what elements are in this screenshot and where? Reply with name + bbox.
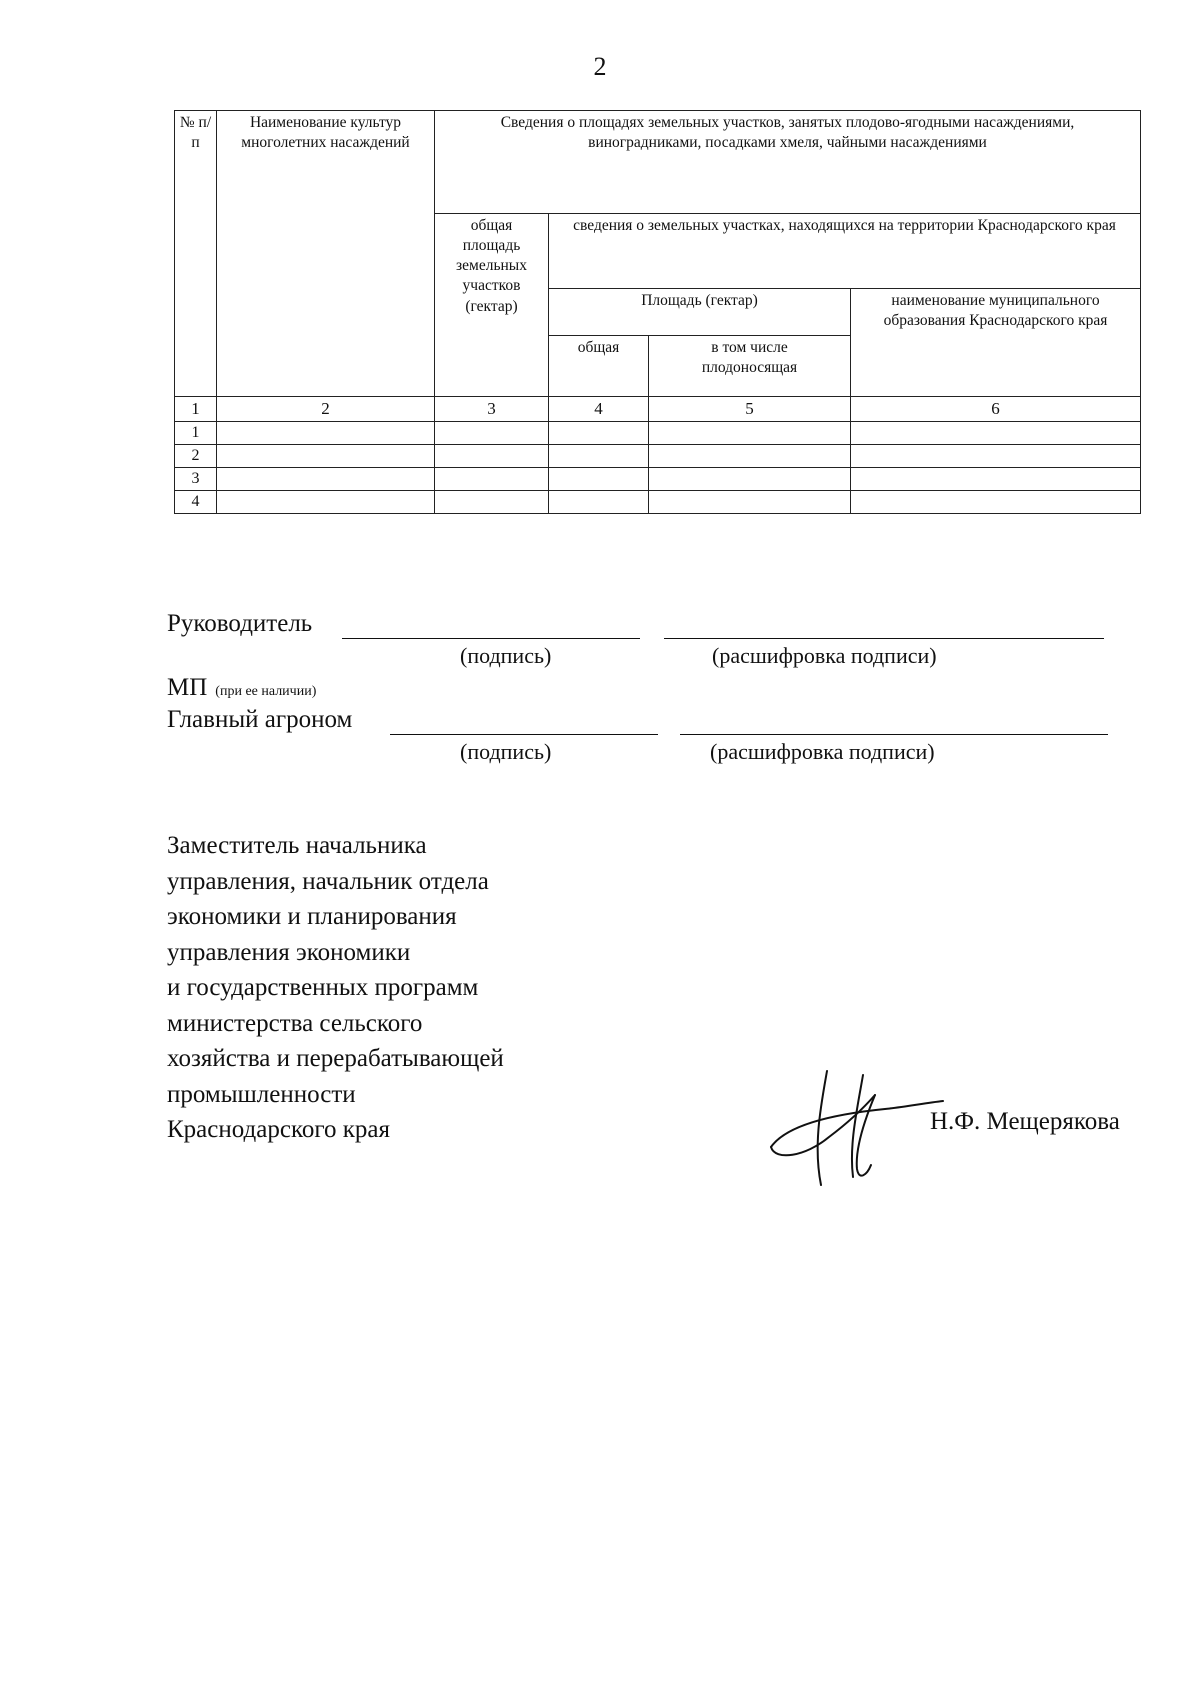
- row-number: 3: [175, 468, 217, 491]
- header-total-area: общая площадь земельных участков (гектар): [435, 214, 549, 397]
- agronomist-decode-line: [680, 734, 1108, 735]
- column-index: 5: [649, 397, 851, 422]
- position-line: и государственных программ: [167, 974, 479, 1001]
- column-index: 4: [549, 397, 649, 422]
- handwritten-signature: [765, 1065, 945, 1195]
- stamp-label: [167, 674, 316, 702]
- table-cell: [851, 491, 1141, 514]
- table-cell: [217, 422, 435, 445]
- position-line: министерства сельского: [167, 1009, 423, 1037]
- agronomist-signature-caption: (подпись): [460, 739, 552, 764]
- agronomist-decode-caption: (расшифровка подписи): [710, 739, 935, 764]
- head-label: Руководитель: [167, 610, 313, 637]
- head-signature-caption: (подпись): [460, 643, 552, 668]
- position-line: хозяйства и перерабатывающей: [167, 1045, 504, 1072]
- signer-name: Н.Ф. Мещерякова: [930, 1108, 1120, 1135]
- table-cell: [649, 468, 851, 491]
- position-line: экономики и планирования: [167, 903, 457, 930]
- table-cell: [217, 491, 435, 514]
- table-cell: [435, 491, 549, 514]
- header-krasnodar-info: сведения о земельных участках, находящихся на территории Краснодарского края: [549, 214, 1141, 289]
- head-signature-line: [342, 638, 640, 639]
- header-area-fruit: в том числе плодоносящая: [649, 336, 851, 397]
- table-cell: [851, 468, 1141, 491]
- table-cell: [649, 422, 851, 445]
- header-num: № п/п: [175, 111, 217, 397]
- position-line: Краснодарского края: [167, 1116, 390, 1143]
- table-row: [175, 491, 1141, 514]
- agronomist-signature-line: [390, 734, 658, 735]
- column-index: 6: [851, 397, 1141, 422]
- head-decode-line: [664, 638, 1104, 639]
- head-decode-caption: (расшифровка подписи): [712, 643, 937, 668]
- table-cell: [435, 468, 549, 491]
- column-index: 1: [175, 397, 217, 422]
- table-cell: [549, 422, 649, 445]
- table-cell: [649, 445, 851, 468]
- land-plots-table: [174, 110, 1141, 514]
- header-group: Сведения о площадях земельных участков, занятых плодово-ягодными насаждениями, виноградниками, посадками хмеля, чайными насаждениями: [435, 111, 1141, 214]
- position-line: управления экономики: [167, 938, 411, 966]
- table-cell: [851, 422, 1141, 445]
- header-area-total: общая: [549, 336, 649, 397]
- stamp-mark-text: МП: [167, 674, 208, 701]
- column-index: 3: [435, 397, 549, 422]
- row-number: 2: [175, 445, 217, 468]
- table-cell: [549, 491, 649, 514]
- header-culture-name: Наименование культур многолетних насаждений: [217, 111, 435, 397]
- row-number: 1: [175, 422, 217, 445]
- stamp-note: (при ее наличии): [215, 684, 317, 699]
- table-cell: [851, 445, 1141, 468]
- table-cell: [549, 445, 649, 468]
- table-cell: [435, 445, 549, 468]
- agronomist-label: Главный агроном: [167, 706, 353, 733]
- table-cell: [549, 468, 649, 491]
- table-row: [175, 422, 1141, 445]
- page-number: 2: [593, 52, 607, 81]
- official-position: [167, 828, 504, 1148]
- position-line: промышленности: [167, 1080, 356, 1108]
- column-index-row: [175, 397, 1141, 422]
- header-row-1: [175, 111, 1141, 214]
- table-cell: [649, 491, 851, 514]
- column-index: 2: [217, 397, 435, 422]
- header-municipality: наименование муниципального образования Краснодарского края: [851, 289, 1141, 397]
- position-line: Заместитель начальника: [167, 832, 427, 859]
- table-row: [175, 468, 1141, 491]
- row-number: 4: [175, 491, 217, 514]
- table-row: [175, 445, 1141, 468]
- table-cell: [217, 445, 435, 468]
- position-line: управления, начальник отдела: [167, 867, 489, 895]
- table-cell: [435, 422, 549, 445]
- table-cell: [217, 468, 435, 491]
- header-area: Площадь (гектар): [549, 289, 851, 336]
